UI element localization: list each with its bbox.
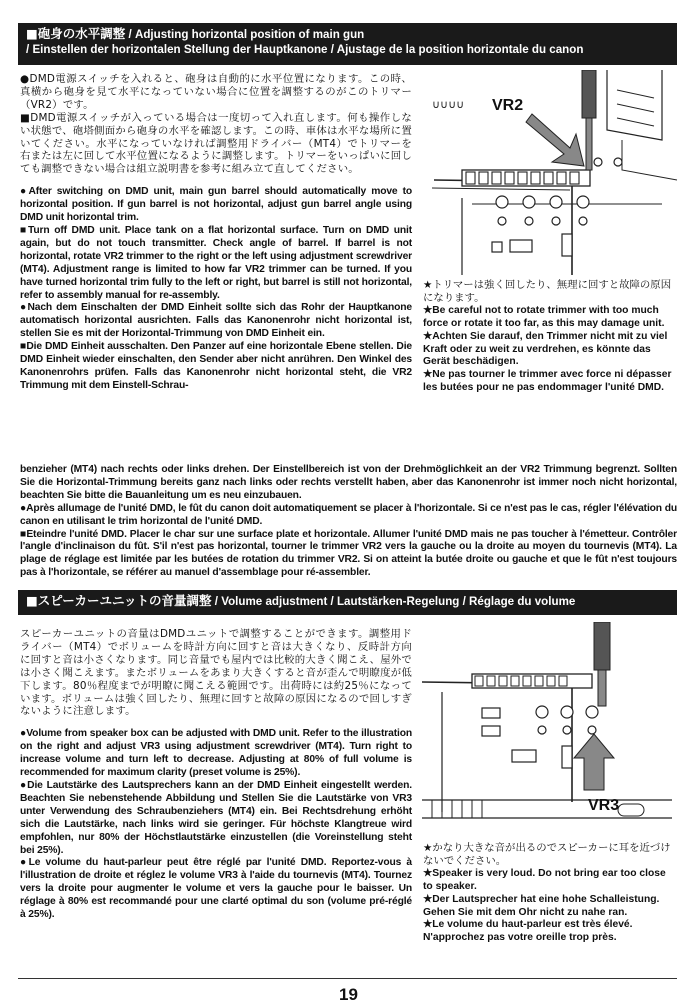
svg-text:∪∪∪∪: ∪∪∪∪ <box>432 98 465 111</box>
section1-wide-text <box>20 464 677 580</box>
section2-title-ja: ■スピーカーユニットの音量調整 <box>26 593 212 608</box>
section1-german-text-narrow: ●Nach dem Einschalten der DMD Einheit sollte sich das Rohr der Hauptkanone automatisch horizontal ausrichten. Falls das Kanonenrohr nicht horizontal ist, stellen Sie es mit der Horizontal-Trimmung von DMD Einheit ein. ■Die DMD Einheit ausschalten. Den Panzer auf eine horizontale Ebene stellen. Die DMD Einheit wieder einschalten, den Sender aber nicht anrühren. Den Winkel des Kanonenrohrs prüfen. Falls das Kanonenrohr nicht horizontal steht, die VR2 Trimmung mit dem Einstell-Schrau- <box>20 302 412 391</box>
section1-japanese-text: ●DMD電源スイッチを入れると、砲身は自動的に水平位置になります。この時、真横から砲身を見て水平になっていない場合に位置を調整するのがこのトリマー（VR2）です。 ■DMD電源スイッチが入っている場合は一度切って入れ直します。何も操作しない状態で、砲塔側面から砲身の水平を確認します。この時、車体は水平な場所に置いてください。水平になっていなければ調整用ドライバー（MT4）でトリマーを右または左に回して水平位置になるように調整します。トリマーをいっぱいに回しても調整できない場合は組立説明書を参考に組み立て直してください。 <box>20 73 412 176</box>
vr2-label: VR2 <box>492 97 524 114</box>
section1-left-column <box>20 73 412 393</box>
caution1-en: ★Be careful not to rotate trimmer with too much force or rotate it too far, as this may damage unit. <box>423 304 665 329</box>
caution1-ja: ★トリマーは強く回したり、無理に回すと故障の原因になります。 <box>423 279 672 304</box>
section1-title-line2: / Einstellen der horizontalen Stellung der Hauptkanone / Ajustage de la position horizontale du canon <box>26 43 584 56</box>
vr3-volume-illustration <box>422 622 680 827</box>
page-number: 19 <box>339 985 358 1004</box>
caution2-en: ★Speaker is very loud. Do not bring ear too close to speaker. <box>423 867 666 892</box>
section2-caution-notes <box>423 842 677 945</box>
caution2-ja: ★かなり大きな音が出るのでスピーカーに耳を近づけないでください。 <box>423 842 671 867</box>
section2-german-text: ●Die Lautstärke des Lautsprechers kann an der DMD Einheit eingestellt werden. Beachten Sie nebenstehende Abbildung und Stellen Sie die Lautstärke von VR3 unter Verwendung des Schraubenziehers (MT4) ein. Bei Rechtsdrehung erhöht sich die Lautstärke, nach links wird sie geringer. Für höchste Klangtreue wird empfohlen, nur 80% der Höchstlautstärke einzustellen (die Voreinstellung steht bei 25%). <box>20 779 412 856</box>
section1-title-ja: ■砲身の水平調整 <box>26 26 126 41</box>
section1-title-en: / Adjusting horizontal position of main gun <box>125 28 365 41</box>
vr3-label: VR3 <box>588 797 620 814</box>
vr2-trimmer-illustration <box>422 70 680 275</box>
section1-caution-notes <box>423 279 677 395</box>
caution2-de: ★Der Lautsprecher hat eine hohe Schalleistung. Gehen Sie mit dem Ohr nicht zu nahe ran. <box>423 893 660 918</box>
footer-rule <box>18 978 677 979</box>
section2-japanese-text: スピーカーユニットの音量はDMDユニットで調整することができます。調整用ドライバー（MT4）でボリュームを時計方向に回すと音は大きくなり、反時計方向に回すと音は小さくなります。同じ音量でも屋内では比較的大きく聞こえ、屋外では小さく聞こえます。またボリュームをあまり大きくすると音が歪んで明瞭度が低下します。80％程度までが明瞭に聞こえる範囲です。出荷時には約25％になっています。ボリュームは強く回したり、無理に回すと故障の原因になるので回しすぎないように注意します。 <box>20 628 412 718</box>
section2-english-text: ●Volume from speaker box can be adjusted with DMD unit. Refer to the illustration on the right and adjust VR3 using adjustment screwdriver (MT4). Turn right to increase volume and turn left to decrease. Adjusting at 80% of full volume is recommended for maximum clarity (preset volume is 25%). <box>20 728 412 779</box>
section-header-gun-adjustment <box>18 23 677 65</box>
caution2-fr: ★Le volume du haut-parleur est très élevé. N'approchez pas votre oreille trop près. <box>423 919 633 944</box>
section1-german-text-wide: benzieher (MT4) nach rechts oder links drehen. Der Einstellbereich ist von der Drehmöglichkeit an der VR2 Trimmung begrenzt. Sollten Sie die Horizontal-Trimmung bereits ganz nach links oder rechts verstellt haben, aber das Kanonenrohr ist immer noch nicht horizontal, beachten Sie bitte die Bauanleitung um es neu einzubauen. <box>20 464 677 501</box>
section-header-volume-adjustment <box>18 590 677 615</box>
section2-title-en: / Volume adjustment / Lautstärken-Regelung / Réglage du volume <box>211 595 576 608</box>
section1-english-text: ●After switching on DMD unit, main gun barrel should automatically move to horizontal position. If gun barrel is not horizontal, adjust gun barrel angle using DMD unit horizontal trim. ■Turn off DMD unit. Place tank on a flat horizontal surface. Turn on DMD unit again, but do not touch transmitter. Check angle of barrel. If barrel is not horizontal, rotate VR2 trimmer to the right or the left using adjustment screwdriver (MT4). Adjustment range is limited to how far VR2 trimmer can be turned. If you have turned horizontal trim fully to the left or right, but barrel is still not horizontal, refer to assembly manual for re-assembly. <box>20 186 412 301</box>
section1-french-text: ●Après allumage de l'unité DMD, le fût du canon doit automatiquement se placer à l'horizontale. Si ce n'est pas le cas, régler l'élévation du canon en utilisant le trim horizontal de l'unité DMD. ■Eteindre l'unité DMD. Placer le char sur une surface plate et horizontale. Allumer l'unité DMD mais ne pas toucher à l'émetteur. Contrôler l'angle d'inclinaison du fût. S'il n'est pas horizontal, tourner le trimmer VR2 vers la gauche ou la droite au moyen du tournevis (MT4). La plage de réglage est limitée par les butées de rotation du trimmer VR2. Si on atteint la butée droite ou gauche et que le fût n'est toujours pas à l'horizontale, se référer au manuel d'assemblage pour ré-assembler. <box>20 502 677 579</box>
section2-left-column <box>20 628 412 922</box>
caution1-de: ★Achten Sie darauf, den Trimmer nicht mit zu viel Kraft oder zu weit zu verdrehen, es könnte das Gerät beschädigen. <box>423 330 668 368</box>
section2-french-text: ●Le volume du haut-parleur peut être réglé par l'unité DMD. Reportez-vous à l'illustration de droite et réglez le volume VR3 à l'aide du tournevis (MT4). Tournez vers la droite pour augmenter le volume et vers la gauche pour le baisser. Un réglage à 80% est recommandé pour une clarté optimal du son (volume pré-réglé à 25%). <box>20 857 412 921</box>
caution1-fr: ★Ne pas tourner le trimmer avec force ni dépasser les butées pour ne pas endommager l'unité DMD. <box>423 369 672 394</box>
